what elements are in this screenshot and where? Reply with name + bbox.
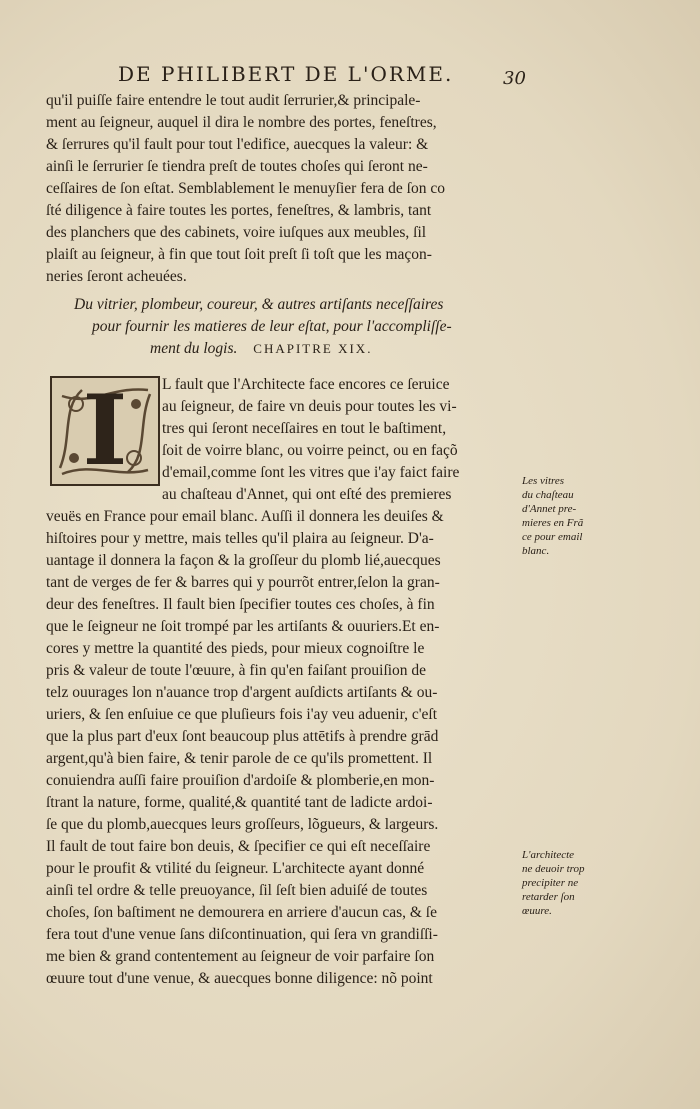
text-line: que la plus part d'eux ſont beaucoup plus attētifs à prendre grād <box>46 728 439 745</box>
margin-note-line: ce pour email <box>522 531 583 543</box>
running-title: DE PHILIBERT DE L'ORME. <box>118 62 454 86</box>
margin-note-line: mieres en Frã <box>522 517 584 529</box>
text-line: cores y mettre la quantité des pieds, pour mieux cognoiſtre le <box>46 640 425 657</box>
text-line: ſtrant la nature, forme, qualité,& quantité tant de ladicte ardoi- <box>46 794 433 811</box>
text-line: ment au ſeigneur, auquel il dira le nombre des portes, feneſtres, <box>46 114 437 131</box>
margin-note <box>522 848 602 918</box>
text-line: ſté diligence à faire toutes les portes, feneſtres, & lambris, tant <box>46 202 432 219</box>
text-line: telz ouurages lon n'auance trop d'argent auſdicts artiſants & ou- <box>46 684 438 701</box>
text-line: Il fault de tout faire bon deuis, & ſpecifier ce qui eſt neceſſaire <box>46 838 431 855</box>
margin-note-line: blanc. <box>522 545 550 557</box>
text-line: au ſeigneur, de faire vn deuis pour toutes les vi- <box>162 398 457 415</box>
text-line: d'email,comme ſont les vitres que i'ay faict faire <box>162 464 460 481</box>
text-line: me bien & grand contentement au ſeigneur de voir parfaire ſon <box>46 948 435 965</box>
text-line: fera tout d'une venue ſans diſcontinuation, qui ſera vn grandiſſi- <box>46 926 438 943</box>
text-line: ſe que du plomb,auecques leurs groſſeurs, lõgueurs, & largeurs. <box>46 816 439 833</box>
margin-note-line: Les vitres <box>522 475 565 487</box>
decorated-initial <box>50 376 160 486</box>
chapter-heading-line: Du vitrier, plombeur, coureur, & autres artiſants neceſſaires <box>74 296 444 313</box>
margin-note-line: ne deuoir trop <box>522 863 585 875</box>
text-line: tant de verges de fer & barres qui y pourrõt entrer,ſelon la gran- <box>46 574 440 591</box>
text-line: tres qui ſeront neceſſaires en tout le baſtiment, <box>162 420 447 437</box>
text-line: pris & valeur de toute l'œuure, à fin qu'en faiſant prouiſion de <box>46 662 427 679</box>
text-line: pour le proufit & vtilité du ſeigneur. L'architecte ayant donné <box>46 860 425 877</box>
chapter-label: CHAPITRE XIX. <box>253 341 373 356</box>
chapter-heading-text: ment du logis. <box>150 340 238 357</box>
text-line: qu'il puiſſe faire entendre le tout audit ſerrurier,& principale- <box>46 92 421 109</box>
text-line: neries ſeront acheuées. <box>46 268 187 285</box>
initial-letter: I <box>82 374 128 487</box>
margin-note-line: d'Annet pre- <box>522 503 577 515</box>
chapter-heading-line <box>150 338 620 360</box>
text-line: uantage il donnera la façon & la groſſeur du plomb lié,auecques <box>46 552 441 569</box>
text-line: que le ſeigneur ne ſoit trompé par les artiſants & ouuriers.Et en- <box>46 618 440 635</box>
text-line: conuiendra auſſi faire prouiſion d'ardoiſe & plomberie,en mon- <box>46 772 435 789</box>
margin-note-line: retarder ſon <box>522 891 575 903</box>
page-number: 30 <box>503 68 526 89</box>
text-line: L fault que l'Architecte face encores ce ſeruice <box>162 376 450 393</box>
text-line: des planchers que des cabinets, voire iuſques aux meubles, ſil <box>46 224 427 241</box>
text-line: uriers, & ſen enſuiue ce que pluſieurs fois i'ay veu aduenir, c'eſt <box>46 706 438 723</box>
text-line: au chaſteau d'Annet, qui ont eſté des premieres <box>162 486 452 503</box>
text-line: hiſtoires pour y mettre, mais telles qu'il plaira au ſeigneur. D'a- <box>46 530 434 547</box>
text-line: choſes, ſon baſtiment ne demourera en arriere d'aucun cas, & ſe <box>46 904 437 921</box>
margin-note-line: du chaſteau <box>522 489 574 501</box>
text-line: deur des feneſtres. Il fault bien ſpecifier toutes ces choſes, à fin <box>46 596 435 613</box>
text-line: plaiſt au ſeigneur, à fin que tout ſoit preſt ſi toſt que les maçon- <box>46 246 432 263</box>
margin-note-line: precipiter ne <box>522 877 579 889</box>
text-line: veuës en France pour email blanc. Auſſi il donnera les deuiſes & <box>46 508 444 525</box>
chapter-heading-line: pour fournir les matieres de leur eſtat, pour l'accompliſſe- <box>92 318 452 335</box>
margin-note-line: œuure. <box>522 905 552 917</box>
margin-note-line: L'architecte <box>522 849 575 861</box>
text-line: ceſſaires de ſon eſtat. Semblablement le menuyſier fera de ſon co <box>46 180 445 197</box>
text-line: & ſerrures qu'il fault pour tout l'edifice, auecques la valeur: & <box>46 136 429 153</box>
text-line: ainſi tel ordre & telle preuoyance, ſil ſeſt bien aduiſé de toutes <box>46 882 428 899</box>
text-line: œuure tout d'une venue, & auecques bonne diligence: nõ point <box>46 970 433 987</box>
text-line: ainſi le ſerrurier ſe tiendra preſt de toutes choſes qui ſeront ne- <box>46 158 428 175</box>
text-line: ſoit de voirre blanc, ou voirre peinct, ou en façõ <box>162 442 458 459</box>
margin-note <box>522 474 602 558</box>
text-line: argent,qu'à bien faire, & tenir parole de ce qu'ils promettent. Il <box>46 750 433 767</box>
